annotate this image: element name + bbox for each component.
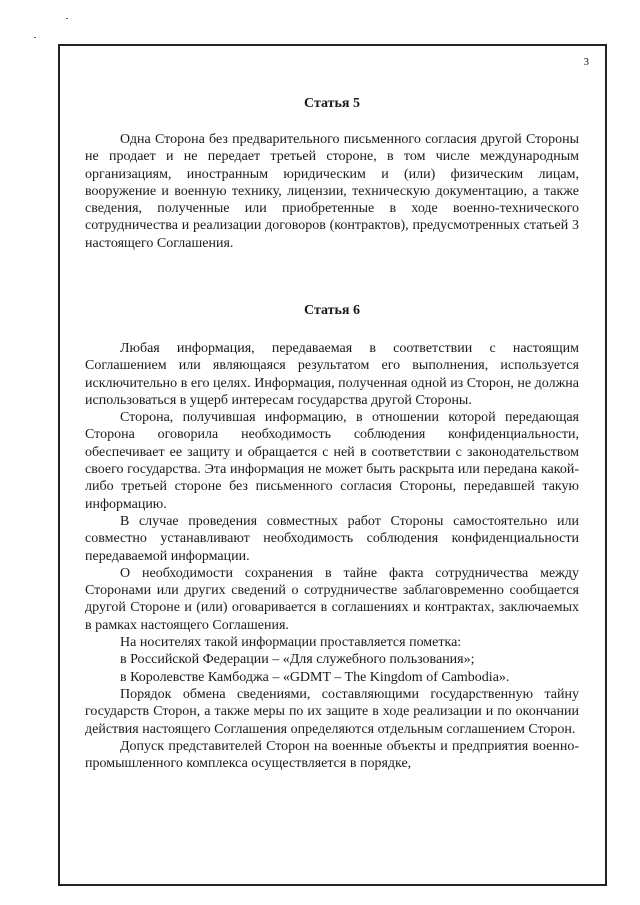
scan-speck bbox=[34, 37, 36, 38]
page-number: 3 bbox=[583, 56, 589, 68]
article-6-paragraph: На носителях такой информации проставляется пометка: bbox=[120, 635, 462, 651]
article-6-paragraph: в Российской Федерации – «Для служебного пользования»; bbox=[120, 652, 475, 668]
article-6-title: Статья 6 bbox=[304, 303, 360, 318]
article-5-paragraph: Одна Сторона без предварительного письменного согласия другой Стороны не продает и не передает третьей стороне, в том числе международным организациям, иностранным юридическим и (или) физическим лицам, вооружение и военную технику, лицензии, техническую документацию, а также сведения, полученные или приобретенные в ходе военно-технического сотрудничества и реализации договоров (контрактов), предусмотренных статьей 3 настоящего Соглашения. bbox=[85, 132, 579, 251]
article-6-paragraph: Любая информация, передаваемая в соответствии с настоящим Соглашением или являющаяся результатом его выполнения, используется исключительно в его целях. Информация, полученная одной из Сторон, не должна использоваться в ущерб интересам государства другой Стороны. bbox=[85, 341, 579, 408]
article-5-title: Статья 5 bbox=[304, 96, 360, 111]
article-6-paragraph: В случае проведения совместных работ Стороны самостоятельно или совместно устанавливают необходимость соблюдения конфиденциальности передаваемой информации. bbox=[85, 513, 579, 564]
article-6-paragraph: О необходимости сохранения в тайне факта сотрудничества между Сторонами или других сведений о сотрудничестве заблаговременно сообщается другой Стороне и (или) оговаривается в соглашениях и контрактах, заключаемых в рамках настоящего Соглашения. bbox=[85, 565, 579, 633]
article-5-body bbox=[85, 131, 579, 252]
document-page bbox=[58, 44, 607, 886]
article-6-body bbox=[85, 340, 579, 772]
scan-speck bbox=[66, 18, 68, 19]
article-6-paragraph: Сторона, получившая информацию, в отношении которой передающая Сторона оговорила необходимость соблюдения конфиденциальности, обеспечивает ее защиту и обращается с ней в соответствии с законодательством своего государства. Эта информация не может быть раскрыта или передана какой-либо третьей стороне без письменного согласия Стороны, передавшей такую информацию. bbox=[85, 410, 579, 512]
article-6-paragraph: Допуск представителей Сторон на военные объекты и предприятия военно-промышленного комплекса осуществляется в порядке, bbox=[85, 738, 579, 772]
article-6-paragraph: Порядок обмена сведениями, составляющими государственную тайну государств Сторон, а также меры по их защите в ходе реализации и по окончании действия настоящего Соглашения определяются отдельным соглашением Сторон. bbox=[85, 686, 579, 737]
article-6-paragraph: в Королевстве Камбоджа – «GDMT – The Kingdom of Cambodia». bbox=[120, 669, 510, 685]
